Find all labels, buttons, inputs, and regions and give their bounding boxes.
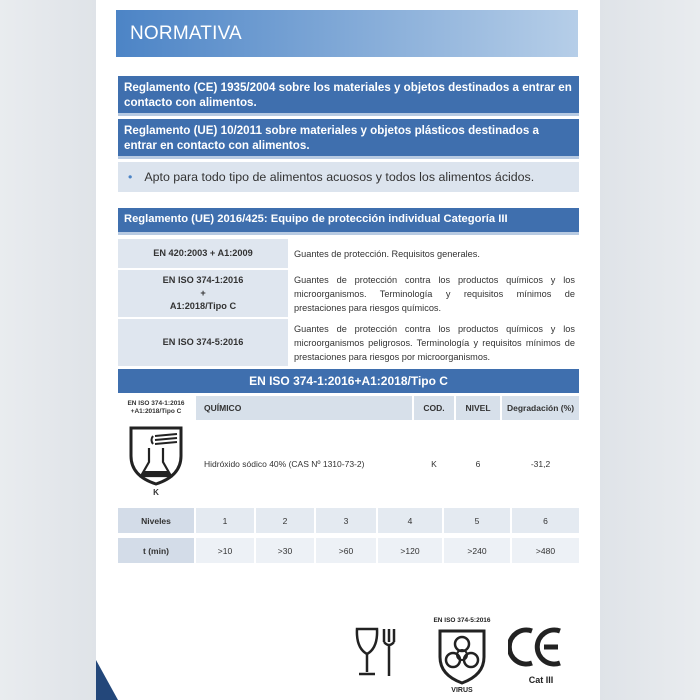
- time-value: >10: [196, 538, 254, 563]
- chemical-name: Hidróxido sódico 40% (CAS Nº 1310-73-2): [196, 422, 412, 505]
- time-value: >30: [256, 538, 314, 563]
- chemical-code: K: [414, 422, 454, 505]
- regulation-2016-425: Reglamento (UE) 2016/425: Equipo de protección individual Categoría III: [118, 208, 579, 235]
- time-value: >480: [512, 538, 579, 563]
- header-chemical: QUÍMICO: [196, 396, 412, 420]
- time-value: >240: [444, 538, 510, 563]
- virus-label: VIRUS: [451, 687, 473, 694]
- standard-desc-text: Guantes de protección. Requisitos generales.: [294, 248, 480, 259]
- glass-fork-icon: [352, 626, 402, 681]
- standard-desc-text: Guantes de protección contra los productos químicos y los microorganismos peligrosos. Terminología y requisitos mínimos de prestaciones para riesgos por microorganismos.: [294, 323, 575, 362]
- time-value: >60: [316, 538, 376, 563]
- section-header: [116, 10, 578, 57]
- standard-code-line: A1:2018/Tipo C: [169, 301, 237, 311]
- header-degradation: Degradación (%): [502, 396, 579, 420]
- bullet-icon: •: [128, 170, 133, 184]
- standard-code: EN ISO 374-5:2016: [118, 319, 288, 366]
- level-value: 4: [378, 508, 442, 533]
- food-suitability-text: Apto para todo tipo de alimentos acuosos y todos los alimentos ácidos.: [144, 170, 535, 184]
- standard-desc: [290, 319, 579, 366]
- standard-code: [118, 270, 288, 317]
- chemical-level: 6: [456, 422, 500, 505]
- chemical-icon-cell: [118, 422, 194, 505]
- time-value: >120: [378, 538, 442, 563]
- background-left: [0, 0, 96, 700]
- time-label: t (min): [118, 538, 194, 563]
- ce-mark-icon: [508, 625, 566, 669]
- header-level: NIVEL: [456, 396, 500, 420]
- regulation-1935-2004: Reglamento (CE) 1935/2004 sobre los materiales y objetos destinados a entrar en contacto con alimentos.: [118, 76, 579, 116]
- level-value: 6: [512, 508, 579, 533]
- icon-letter: K: [153, 488, 159, 497]
- chemical-shield-icon: [127, 424, 185, 486]
- regulation-10-2011: Reglamento (UE) 10/2011 sobre materiales y objetos plásticos destinados a entrar en contacto con alimentos.: [118, 119, 579, 159]
- standard-code-line: +: [200, 288, 206, 298]
- icon-caption: [118, 396, 194, 420]
- header-code: COD.: [414, 396, 454, 420]
- standard-desc: [290, 239, 579, 268]
- level-value: 2: [256, 508, 314, 533]
- virus-caption: EN ISO 374-5:2016: [433, 617, 491, 624]
- levels-label: Niveles: [118, 508, 194, 533]
- standard-code-line: EN ISO 374-1:2016: [162, 275, 244, 285]
- icon-caption-line: +A1:2018/Tipo C: [130, 408, 182, 415]
- chemical-table-title: EN ISO 374-1:2016+A1:2018/Tipo C: [118, 369, 579, 393]
- section-title: NORMATIVA: [130, 23, 242, 44]
- background-right: [600, 0, 700, 700]
- icon-caption-line: EN ISO 374-1:2016: [127, 400, 185, 407]
- level-value: 3: [316, 508, 376, 533]
- food-suitability-item: [118, 162, 579, 192]
- level-value: 1: [196, 508, 254, 533]
- level-value: 5: [444, 508, 510, 533]
- biohazard-shield-icon: [436, 627, 488, 685]
- chemical-degradation: -31,2: [502, 422, 579, 505]
- standard-desc-text: Guantes de protección contra los productos químicos y los microorganismos. Terminología y requisitos mínimos de prestaciones para riesgos químicos.: [294, 274, 575, 313]
- standard-desc: [290, 270, 579, 317]
- ce-category-label: Cat III: [528, 675, 554, 685]
- standard-code: EN 420:2003 + A1:2009: [118, 239, 288, 268]
